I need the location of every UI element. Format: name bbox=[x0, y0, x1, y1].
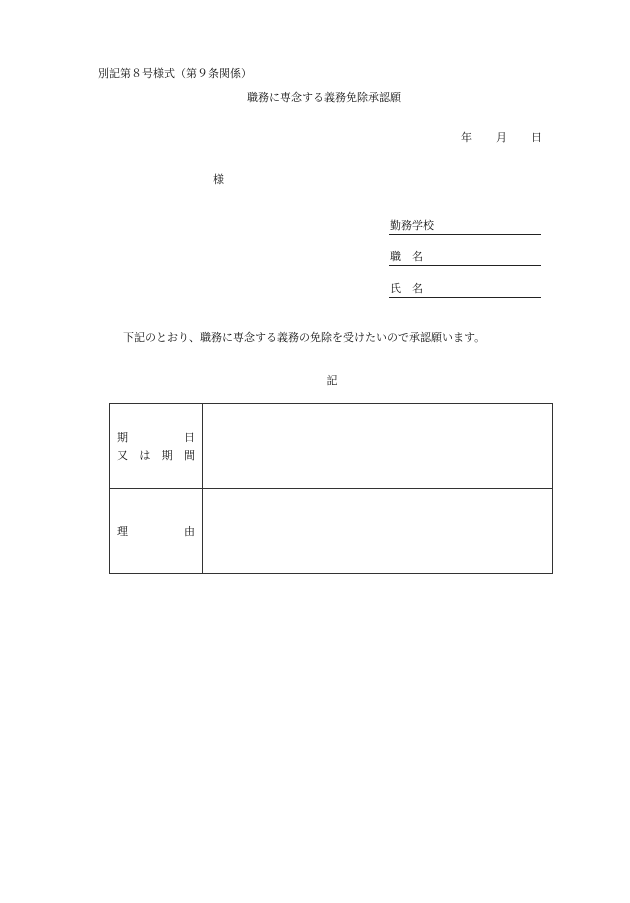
date-year-label: 年 bbox=[461, 131, 472, 144]
name-field[interactable] bbox=[389, 282, 541, 298]
school-field[interactable] bbox=[389, 219, 541, 235]
ki-heading: 記 bbox=[326, 374, 338, 387]
date-line bbox=[461, 131, 542, 145]
reason-row bbox=[110, 489, 553, 574]
name-label: 氏 名 bbox=[390, 282, 423, 295]
school-label: 勤務学校 bbox=[390, 219, 434, 232]
position-label: 職 名 bbox=[390, 250, 423, 263]
reason-label-cell bbox=[110, 489, 203, 574]
reason-label-line: 理 由 bbox=[117, 525, 195, 538]
date-day-label: 日 bbox=[531, 131, 542, 144]
position-field[interactable] bbox=[389, 250, 541, 266]
form-reference: 別記第８号様式（第９条関係） bbox=[98, 67, 252, 80]
details-table bbox=[109, 403, 553, 574]
document-title: 職務に専念する義務免除承認願 bbox=[247, 91, 401, 104]
request-statement: 下記のとおり、職務に専念する義務の免除を受けたいので承認願います。 bbox=[123, 331, 486, 344]
reason-value-cell[interactable] bbox=[203, 489, 553, 574]
period-label-line2: 又 は 期 間 bbox=[117, 449, 195, 462]
date-month-label: 月 bbox=[496, 131, 507, 144]
addressee-suffix: 様 bbox=[213, 173, 224, 186]
period-label-line1: 期 日 bbox=[117, 431, 195, 444]
period-value-cell[interactable] bbox=[203, 404, 553, 489]
period-row bbox=[110, 404, 553, 489]
period-label-cell bbox=[110, 404, 203, 489]
